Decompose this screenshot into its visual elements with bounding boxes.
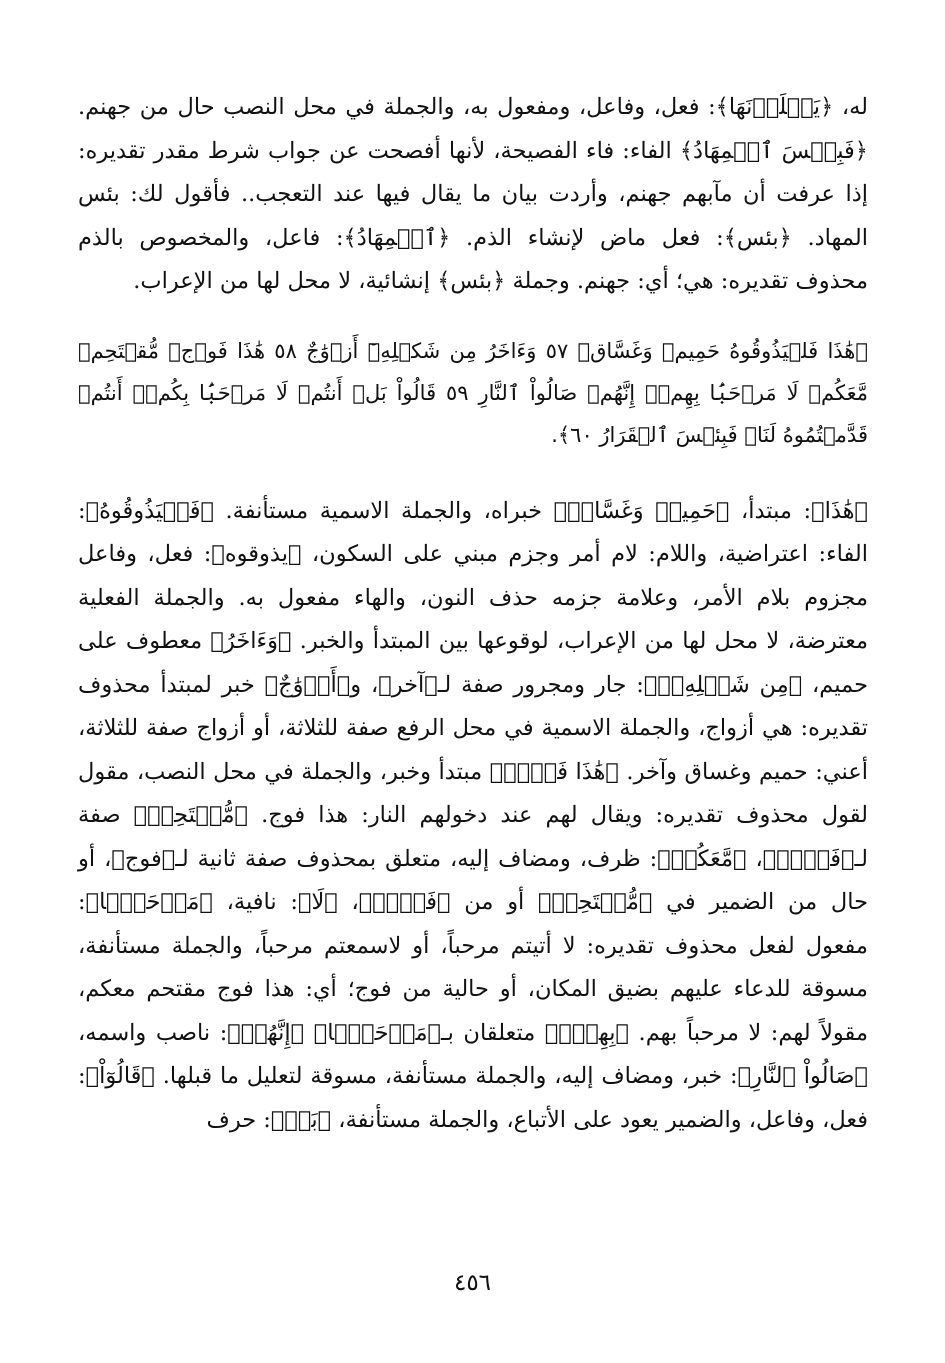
- page-body: [78, 86, 868, 1142]
- paragraph-top: له، ﴿يَصۡلَوۡنَهَا﴾: فعل، وفاعل، ومفعول به، والجملة في محل النصب حال من جهنم. ﴿فَبِئۡسَ ٱلۡمِهَادُ﴾ الفاء: فاء الفصيحة، لأنها أفصحت عن جواب شرط مقدر تقديره: إذا عرفت أن مآبهم جهنم، وأردت بيان ما يقال فيها عند التعجب.. فأقول لك: بئس المهاد. ﴿بئس﴾: فعل ماض لإنشاء الذم. ﴿ٱلۡمِهَادُ﴾: فاعل، والمخصوص بالذم محذوف تقديره: هي؛ أي: جهنم. وجملة ﴿بئس﴾ إنشائية، لا محل لها من الإعراب.: [78, 94, 868, 294]
- quran-verse: ﴿هَٰذَا فَلۡيَذُوقُوهُ حَمِيمٞ وَغَسَّاقٞ ٥٧ وَءَاخَرُ مِن شَكۡلِهِۦٓ أَزۡوَٰجٌ ٥٨ هَٰذَا فَوۡجٞ مُّقۡتَحِمٞ مَّعَكُمۡ لَا مَرۡحَبَۢا بِهِمۡۚ إِنَّهُمۡ صَالُواْ ٱلنَّارِ ٥٩ قَالُواْ بَلۡ أَنتُمۡ لَا مَرۡحَبَۢا بِكُمۡۖ أَنتُمۡ قَدَّمۡتُمُوهُ لَنَاۖ فَبِئۡسَ ٱلۡقَرَارُ ٦٠﴾.: [78, 338, 868, 447]
- paragraph-main: ﴿هَٰذَا﴾: مبتدأ، ﴿حَمِيمٞ وَغَسَّاقٞ﴾ خبراه، والجملة الاسمية مستأنفة. ﴿فَلۡيَذُوقُوهُ﴾: الفاء: اعتراضية، واللام: لام أمر وجزم مبني على السكون، ﴿يذوقوه﴾: فعل، وفاعل مجزوم بلام الأمر، وعلامة جزمه حذف النون، والهاء مفعول به. والجملة الفعلية معترضة، لا محل لها من الإعراب، لوقوعها بين المبتدأ والخبر. ﴿وَءَاخَرُ﴾ معطوف على حميم، ﴿مِن شَكۡلِهِۦٓ﴾: جار ومجرور صفة لـ﴿آخر﴾، و﴿أَزۡوَٰجٌ﴾ خبر لمبتدأ محذوف تقديره: هي أزواج، والجملة الاسمية في محل الرفع صفة للثلاثة، أو أزواج صفة للثلاثة، أعني: حميم وغساق وآخر. ﴿هَٰذَا فَوۡجٞ﴾ مبتدأ وخبر، والجملة في محل النصب، مقول لقول محذوف تقديره: ويقال لهم عند دخولهم النار: هذا فوج. ﴿مُّقۡتَحِمٞ﴾ صفة لـ﴿فَوۡجٞ﴾، ﴿مَّعَكُمۡ﴾: ظرف، ومضاف إليه، متعلق بمحذوف صفة ثانية لـ﴿فوج﴾، أو حال من الضمير في ﴿مُّقۡتَحِمٞ﴾ أو من ﴿فَوۡجٞ﴾، ﴿لَا﴾: نافية، ﴿مَرۡحَبَۢا﴾: مفعول لفعل محذوف تقديره: لا أتيتم مرحباً، أو لاسمعتم مرحباً، والجملة مستأنفة، مسوقة للدعاء عليهم بضيق المكان، أو حالية من فوج؛ أي: هذا فوج مقتحم معكم، مقولاً لهم: لا مرحباً بهم. ﴿بِهِمۡۚ﴾ متعلقان بـ﴿مَرۡحَبَۢا﴾ ﴿إِنَّهُمۡ﴾: ناصب واسمه، ﴿صَالُواْ ٱلنَّارِ﴾: خبر، ومضاف إليه، والجملة مستأنفة، مسوقة لتعليل ما قبلها. ﴿قَالُوٓاْ﴾: فعل، وفاعل، والضمير يعود على الأتباع، والجملة مستأنفة، ﴿بَلۡ﴾: حرف: [78, 497, 868, 1133]
- page-number: ٤٥٦: [453, 1270, 492, 1296]
